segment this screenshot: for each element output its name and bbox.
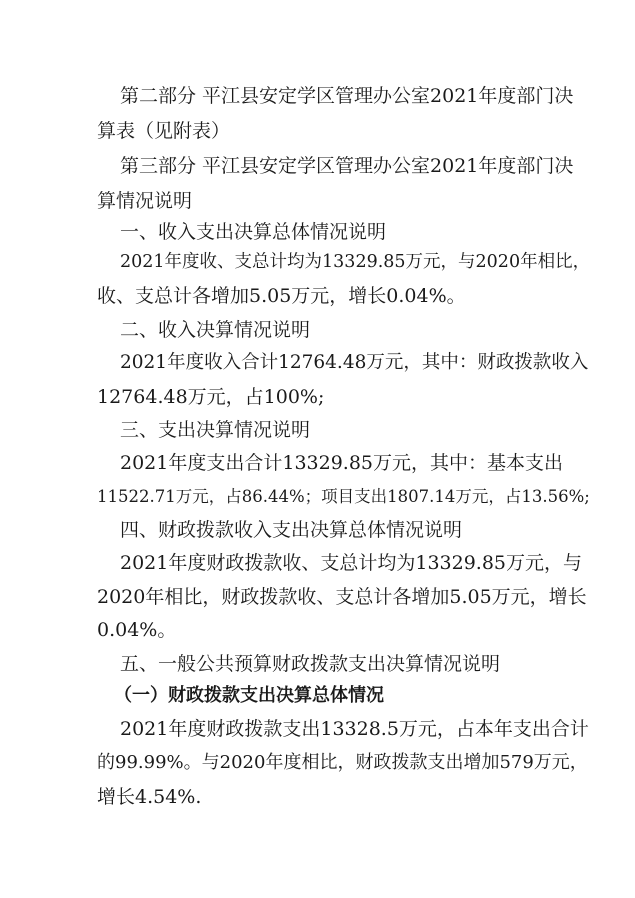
part2-title-line2: 算表（见附表） <box>97 120 231 142</box>
section3-paragraph-line1: 2021年度支出合计13329.85万元，其中：基本支出 <box>120 452 564 474</box>
section5-subheading: （一）财政拨款支出决算总体情况 <box>114 685 384 706</box>
section5-heading: 五、一般公共预算财政拨款支出决算情况说明 <box>120 653 501 675</box>
part2-title-line1: 第二部分 平江县安定学区管理办公室2021年度部门决 <box>120 85 574 107</box>
section2-paragraph-line2: 12764.48万元，占100%; <box>97 386 325 408</box>
section4-paragraph-line2: 2020年相比，财政拨款收、支总计各增加5.05万元，增长 <box>97 586 587 608</box>
section2-heading: 二、收入决算情况说明 <box>120 319 311 341</box>
section4-paragraph-line1: 2021年度财政拨款收、支总计均为13329.85万元，与 <box>120 552 583 574</box>
section4-paragraph-line3: 0.04%。 <box>97 619 177 641</box>
section1-paragraph-line1: 2021年度收、支总计均为13329.85万元，与2020年相比， <box>120 252 591 272</box>
section5-paragraph-line1: 2021年度财政拨款支出13328.5万元，占本年支出合计 <box>120 718 589 740</box>
section1-heading: 一、收入支出决算总体情况说明 <box>120 221 387 243</box>
section3-paragraph-line2: 11522.71万元，占86.44%；项目支出1807.14万元，占13.56%; <box>97 487 590 506</box>
part3-title-line1: 第三部分 平江县安定学区管理办公室2021年度部门决 <box>120 155 574 177</box>
section5-paragraph-line2: 的99.99%。与2020年度相比，财政拨款支出增加579万元， <box>97 752 588 773</box>
section2-paragraph-line1: 2021年度收入合计12764.48万元，其中：财政拨款收入 <box>120 352 589 373</box>
section3-heading: 三、支出决算情况说明 <box>120 419 311 441</box>
part3-title-line2: 算情况说明 <box>97 190 193 212</box>
section4-heading: 四、财政拨款收入支出决算总体情况说明 <box>120 519 463 541</box>
section5-paragraph-line3: 增长4.54%. <box>97 786 202 808</box>
section1-paragraph-line2: 收、支总计各增加5.05万元，增长0.04%。 <box>97 285 466 307</box>
